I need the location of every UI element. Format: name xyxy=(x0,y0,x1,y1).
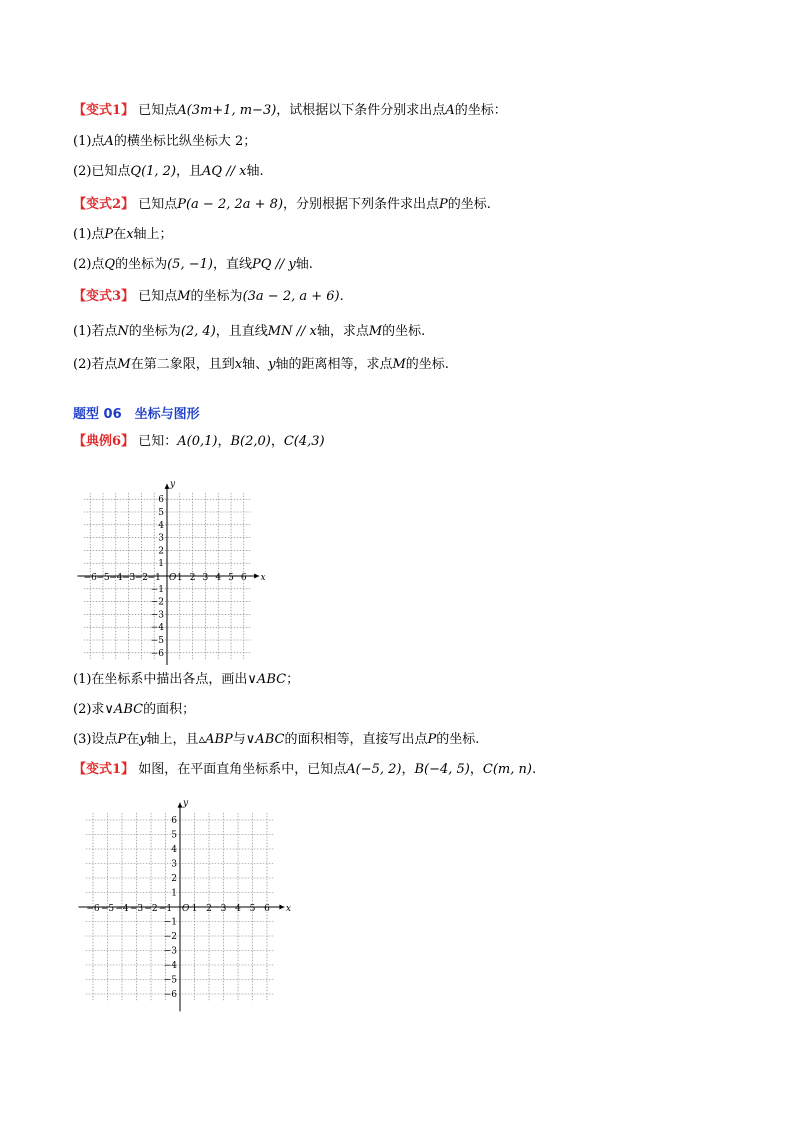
question-line: (2)求∨ABC的面积； xyxy=(73,702,196,717)
x-tick-label: 4 xyxy=(215,573,222,583)
x-tick-label: 5 xyxy=(228,573,234,583)
y-tick-label: −2 xyxy=(163,932,177,942)
text: ，试根据以下条件分别求出点 xyxy=(276,103,446,118)
x-tick-label: −3 xyxy=(121,573,136,583)
y-tick-label: 1 xyxy=(158,559,164,570)
y-tick-label: 5 xyxy=(158,508,164,518)
x-tick-label: −3 xyxy=(129,904,144,914)
question-line: (2)若点M在第二象限，且到x轴、y轴的距离相等，求点M的坐标. xyxy=(73,357,449,372)
coordinate-grid-1 xyxy=(70,465,270,665)
y-tick-label: 5 xyxy=(171,830,177,841)
y-tick-label: 3 xyxy=(171,859,177,870)
variant-tag: 【变式3】 xyxy=(73,289,135,304)
y-tick-label: −6 xyxy=(150,648,164,659)
y-tick-label: −1 xyxy=(163,917,177,928)
y-tick-label: 6 xyxy=(171,816,177,826)
y-tick-label: −5 xyxy=(163,975,177,986)
x-tick-label: −4 xyxy=(115,904,129,914)
question-line: (1)在坐标系中描出各点，画出∨ABC； xyxy=(73,672,300,687)
y-axis-label: y xyxy=(170,479,176,490)
x-axis-arrow xyxy=(279,905,284,910)
example-6-line: 【典例6】 已知：A(0,1)，B(2,0)，C(4,3) xyxy=(73,434,325,449)
variant-tag: 【变式2】 xyxy=(73,197,135,212)
x-tick-label: 4 xyxy=(235,904,241,914)
y-tick-label: −2 xyxy=(150,597,164,608)
variant-2-line: 【变式2】 已知点P(a − 2, 2a + 8)，分别根据下列条件求出点P的坐标. xyxy=(73,197,491,212)
question-line: (2)点Q的坐标为(5, −1)，直线PQ // y轴. xyxy=(73,257,313,272)
y-tick-label: −3 xyxy=(150,610,164,621)
x-tick-label: −2 xyxy=(134,573,149,583)
origin-label: O xyxy=(182,904,190,914)
x-tick-label: 6 xyxy=(264,904,270,914)
x-tick-label: 2 xyxy=(206,904,212,914)
y-axis-arrow xyxy=(165,484,170,489)
x-tick-label: −5 xyxy=(96,573,110,583)
y-tick-label: −6 xyxy=(163,990,177,1000)
x-tick-label: −1 xyxy=(158,904,173,914)
y-tick-label: −4 xyxy=(163,961,177,971)
question-line: (2)已知点Q(1, 2)，且AQ // x轴. xyxy=(73,164,264,179)
text: 已知点 xyxy=(138,103,178,118)
y-tick-label: 4 xyxy=(171,845,177,855)
x-tick-label: 6 xyxy=(240,573,247,583)
math-expr: A(3m+1, m−3) xyxy=(177,103,277,118)
x-tick-label: −6 xyxy=(83,573,97,583)
x-tick-label: −6 xyxy=(86,904,100,914)
example-tag: 【典例6】 xyxy=(73,434,135,449)
y-tick-label: −3 xyxy=(163,946,177,957)
y-tick-label: 2 xyxy=(171,874,177,884)
question-line: (1)若点N的坐标为(2, 4)，且直线MN // x轴，求点M的坐标. xyxy=(73,324,426,339)
x-axis-arrow xyxy=(254,574,259,579)
variant-tag: 【变式1】 xyxy=(73,103,135,118)
x-tick-label: −1 xyxy=(147,573,161,583)
variant-3-line: 【变式3】 已知点M的坐标为(3a − 2, a + 6). xyxy=(73,289,344,304)
x-tick-label: 1 xyxy=(176,573,183,583)
x-axis-label: x xyxy=(260,573,266,583)
origin-label: O xyxy=(169,573,177,583)
coordinate-grid-2 xyxy=(75,795,295,1015)
y-tick-label: −5 xyxy=(150,636,164,646)
text: 的坐标： xyxy=(454,103,507,118)
x-tick-label: −4 xyxy=(109,573,123,583)
section-heading: 题型 06 坐标与图形 xyxy=(73,407,200,422)
y-tick-label: 3 xyxy=(158,533,164,544)
question-line: (1)点A的横坐标比纵坐标大 2； xyxy=(73,134,257,149)
x-tick-label: 3 xyxy=(220,904,227,914)
x-tick-label: 3 xyxy=(202,573,209,583)
variant-tag: 【变式1】 xyxy=(73,762,135,777)
y-tick-label: −1 xyxy=(150,584,164,595)
y-tick-label: 4 xyxy=(158,520,164,531)
y-tick-label: −4 xyxy=(150,623,164,634)
y-tick-label: 2 xyxy=(158,546,164,557)
x-tick-label: 1 xyxy=(191,904,198,914)
question-line: (3)设点P在y轴上，且▵ABP与∨ABC的面积相等，直接写出点P的坐标. xyxy=(73,732,480,747)
variant-1b-line: 【变式1】 如图，在平面直角坐标系中，已知点A(−5, 2)，B(−4, 5)，C(m, n). xyxy=(73,762,537,777)
y-tick-label: 6 xyxy=(158,495,164,506)
x-tick-label: −2 xyxy=(144,904,158,914)
question-line: (1)点P在x轴上； xyxy=(73,227,173,242)
math-var: A xyxy=(445,103,455,118)
x-tick-label: 5 xyxy=(249,904,256,914)
x-tick-label: −5 xyxy=(100,904,115,914)
y-axis-arrow xyxy=(178,803,183,808)
x-axis-label: x xyxy=(285,904,291,914)
y-axis-label: y xyxy=(183,798,189,809)
variant-1-line xyxy=(73,101,507,121)
x-tick-label: 2 xyxy=(189,573,196,583)
y-tick-label: 1 xyxy=(171,888,177,899)
